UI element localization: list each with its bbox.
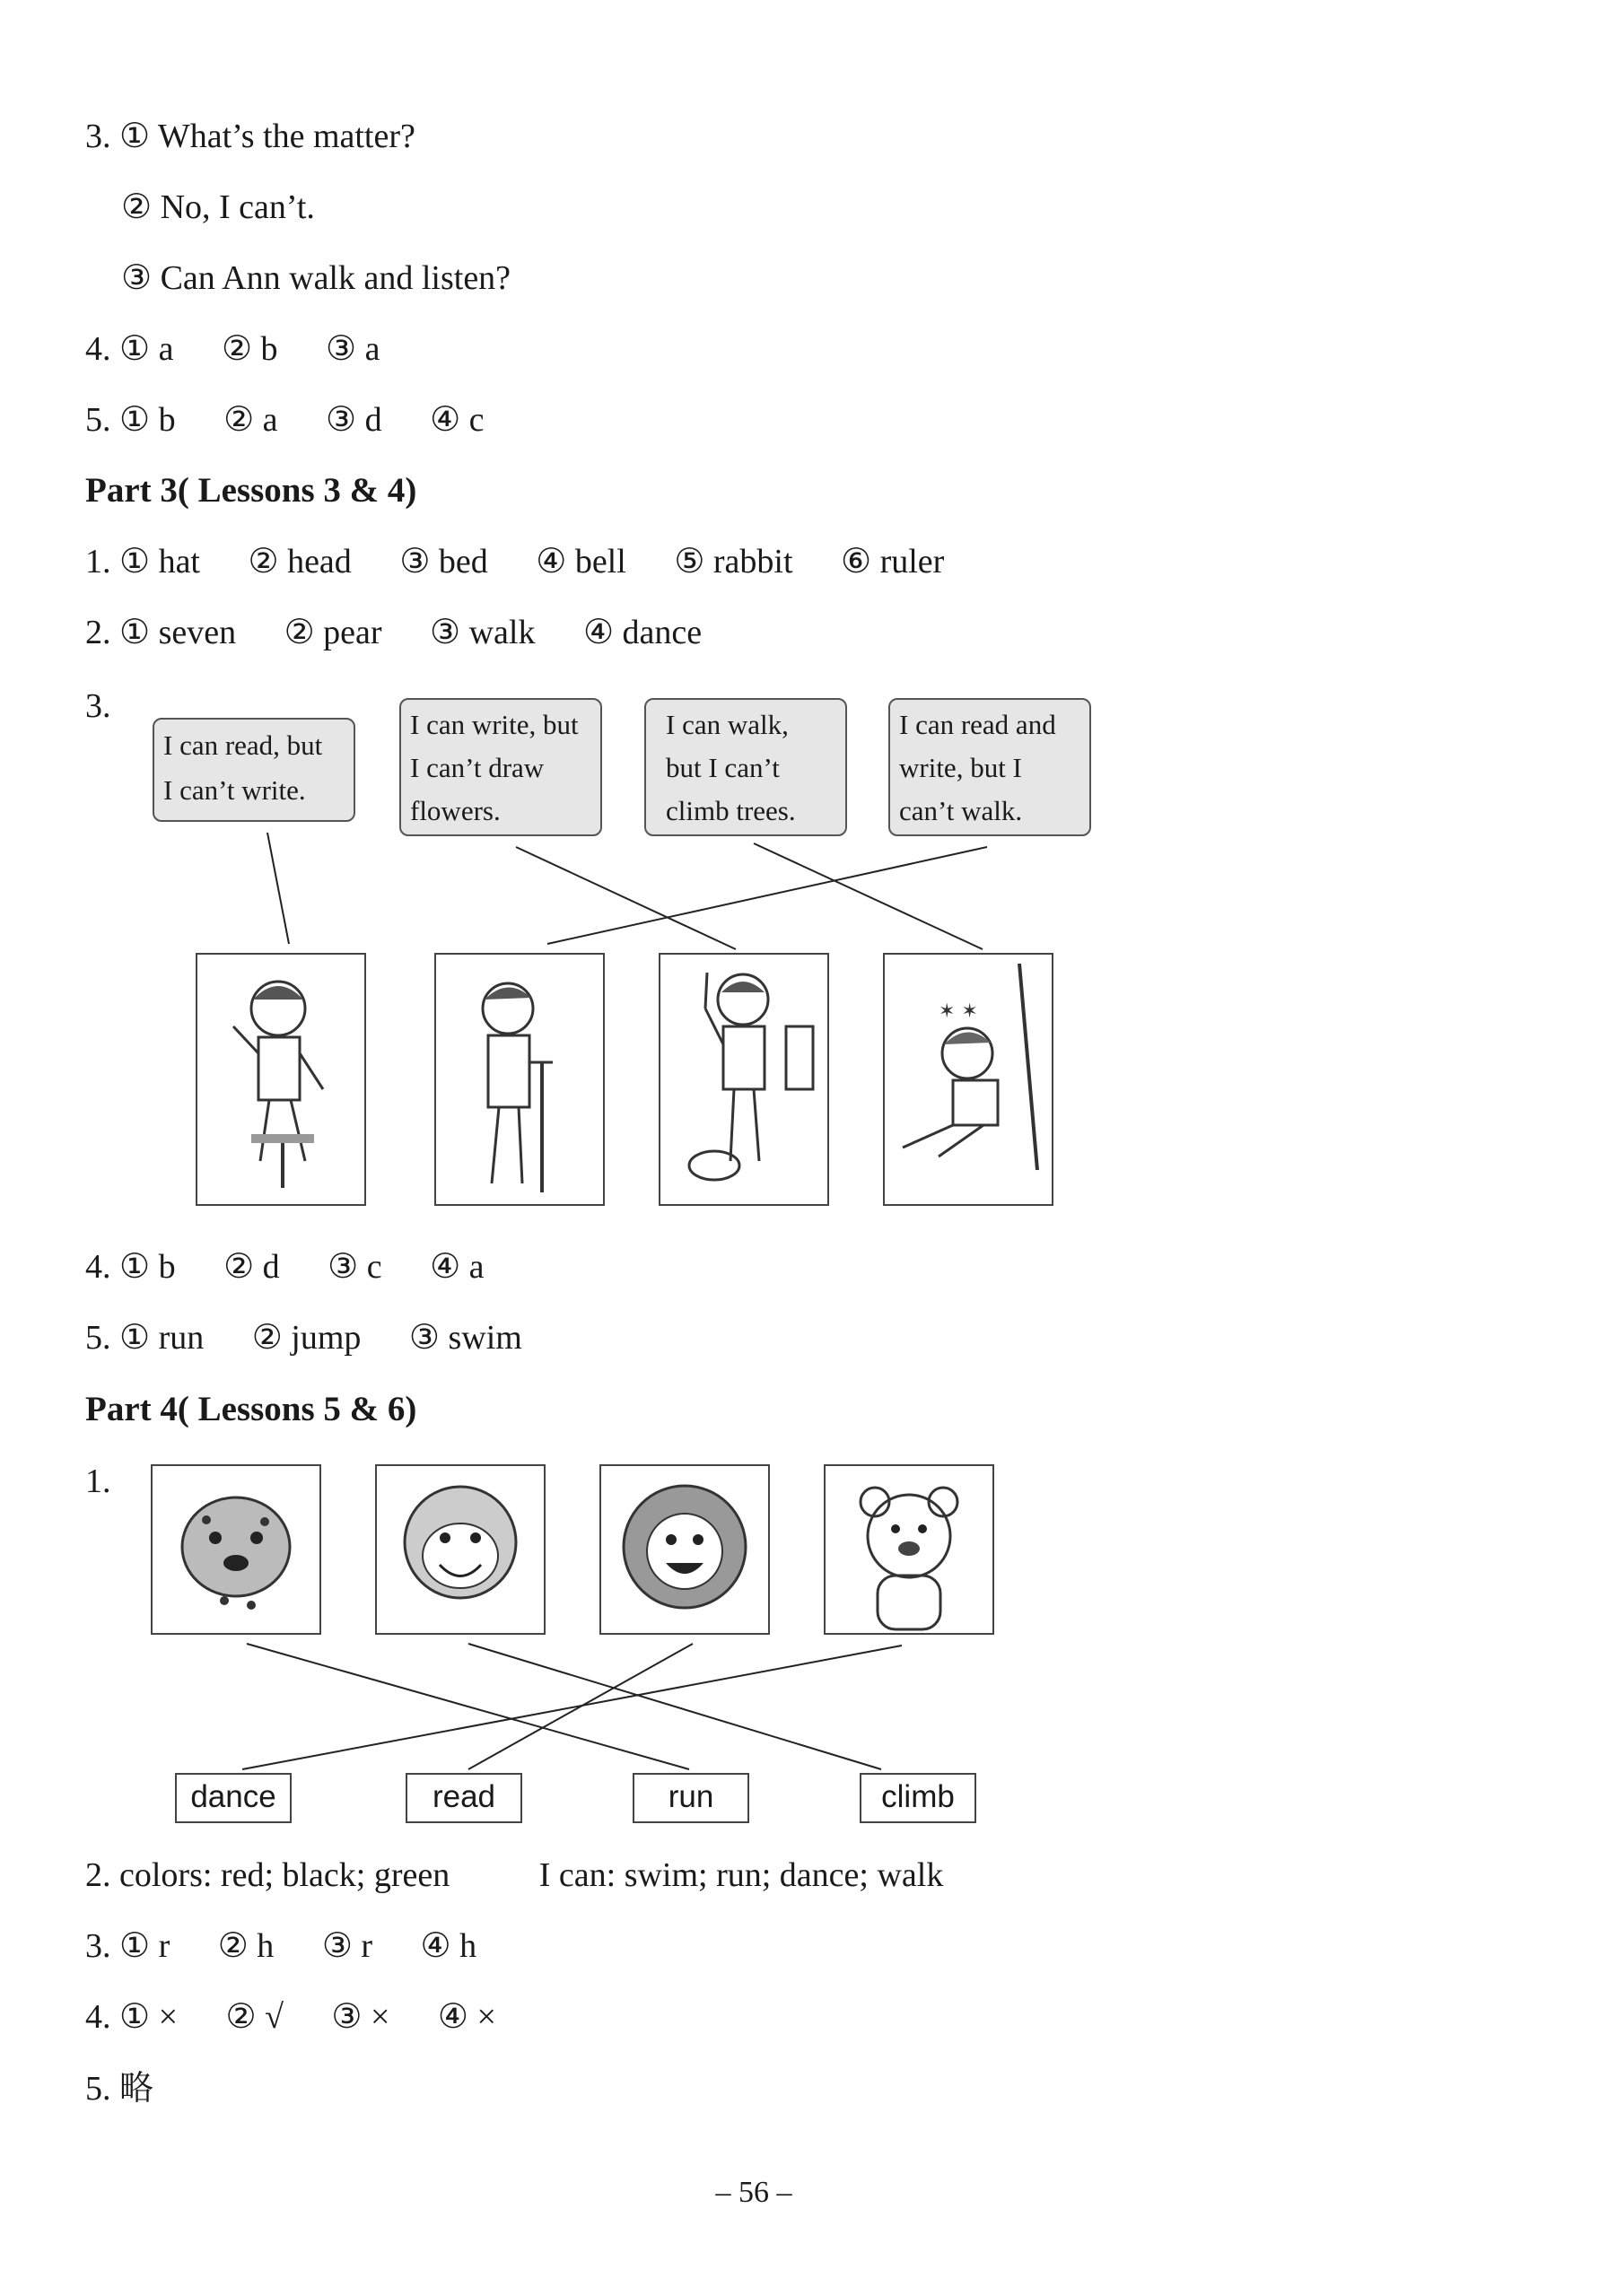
monkey-picture [375,1464,546,1635]
answer-line: 3. ① What’s the matter? [85,118,415,155]
bear-picture [824,1464,994,1635]
answer-line: 5. ① run ② jump ③ swim [85,1319,522,1357]
answer-line: 4. ① × ② √ ③ × ④ × [85,1998,496,2036]
question-number: 1. [85,1462,111,1500]
lion-picture [599,1464,770,1635]
boy-painting-picture [659,953,829,1206]
answer-line: 1. ① hat ② head ③ bed ④ bell ⑤ rabbit ⑥ ruler [85,543,945,581]
section-heading: Part 4( Lessons 5 & 6) [85,1390,417,1428]
leopard-picture [151,1464,321,1635]
question-number: 3. [85,687,111,725]
speech-bubble: I can read and write, but I can’t walk. [888,698,1091,836]
section-heading: Part 3( Lessons 3 & 4) [85,471,417,510]
speech-bubble: I can walk, but I can’t climb trees. [644,698,847,836]
answer-line: ② No, I can’t. [121,188,315,226]
answer-line: 5. 略 [85,2068,154,2108]
word-box: read [406,1773,522,1823]
answer-line: ③ Can Ann walk and listen? [121,259,511,297]
answer-line: 4. ① b ② d ③ c ④ a [85,1248,485,1286]
word-box: run [633,1773,749,1823]
page-number: – 56 – [715,2176,792,2209]
boy-on-stool-picture [196,953,366,1206]
answer-line: 5. ① b ② a ③ d ④ c [85,401,485,439]
answer-line: 2. colors: red; black; green I can: swim; run; dance; walk [85,1856,944,1894]
speech-bubble: I can write, but I can’t draw flowers. [399,698,602,836]
word-box: dance [175,1773,292,1823]
boy-with-crutch-picture [434,953,605,1206]
svg-text:✶ ✶: ✶ ✶ [939,1000,978,1023]
answer-line: 4. ① a ② b ③ a [85,330,380,368]
answer-line: 3. ① r ② h ③ r ④ h [85,1927,477,1965]
dizzy-boy-picture [883,953,1053,1206]
answer-line: 2. ① seven ② pear ③ walk ④ dance [85,614,703,651]
speech-bubble: I can read, but I can’t write. [153,718,355,822]
word-box: climb [860,1773,976,1823]
